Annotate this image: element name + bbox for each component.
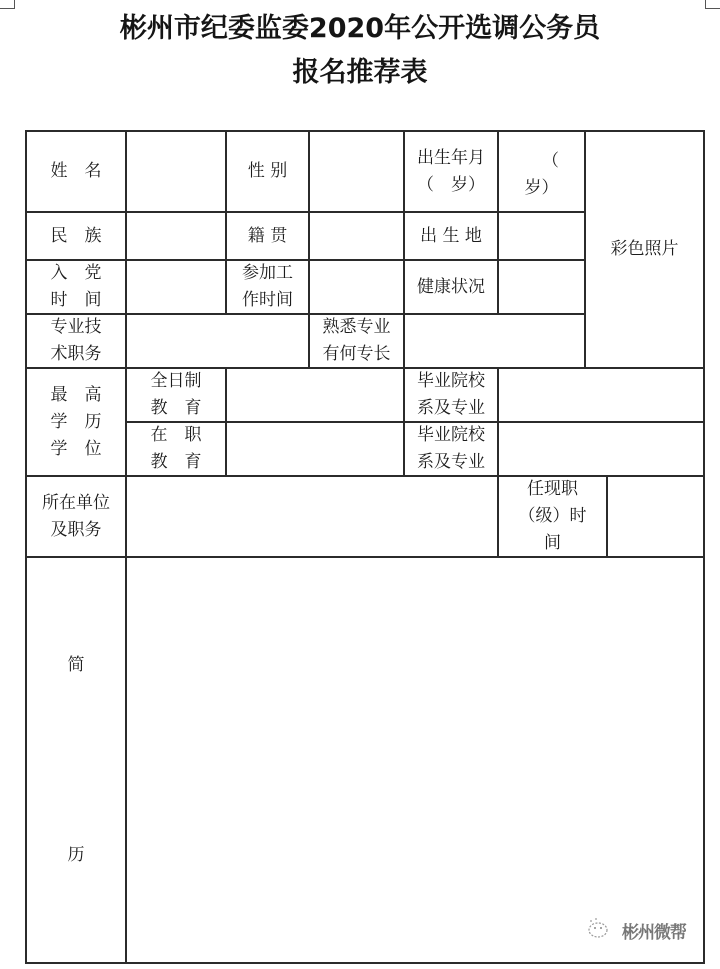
education-label-line3: 学 位 <box>50 438 102 459</box>
health-field[interactable] <box>499 261 584 313</box>
inservice-label-line1: 在 职 <box>150 425 202 445</box>
tech-title-field[interactable] <box>127 315 308 367</box>
birth-date-label <box>405 132 497 211</box>
position-time-label-line2: （级）时 <box>518 506 587 526</box>
birth-date-field-age: 岁） <box>524 177 559 198</box>
birth-date-label-line1: 出生年月 <box>417 147 485 168</box>
specialty-label <box>310 315 403 367</box>
resume-label-line1: 简 <box>67 654 85 675</box>
birthplace-label <box>405 213 497 259</box>
fulltime-school-major-field[interactable] <box>499 369 703 421</box>
inservice-label-line2: 教 育 <box>150 452 202 472</box>
specialty-label-line2: 有何专长 <box>322 344 391 364</box>
gender-field[interactable] <box>310 132 403 211</box>
health-label-text: 健康状况 <box>417 276 485 297</box>
native-place-label <box>227 213 308 259</box>
ethnicity-label <box>27 213 125 259</box>
party-join-date-label <box>27 261 125 313</box>
birth-date-field[interactable] <box>499 138 584 211</box>
work-unit-label-line1: 所在单位 <box>42 492 110 513</box>
ethnicity-field[interactable] <box>127 213 225 259</box>
specialty-field[interactable] <box>405 315 584 367</box>
birthplace-field[interactable] <box>499 213 584 259</box>
education-label-line2: 学 历 <box>50 411 102 432</box>
specialty-label-line1: 熟悉专业 <box>322 317 391 337</box>
health-label <box>405 261 497 313</box>
party-join-label-line2: 时 间 <box>50 290 102 310</box>
name-label <box>27 132 125 211</box>
form-title: 彬州市纪委监委2020年公开选调公务员 <box>119 13 601 44</box>
resume-label-line2: 历 <box>67 844 85 865</box>
work-start-date-label <box>227 261 308 313</box>
tech-title-label-line1: 专业技 <box>50 317 102 337</box>
work-unit-field[interactable] <box>127 477 497 556</box>
work-start-label-line2: 作时间 <box>242 290 293 310</box>
party-join-label-line1: 入 党 <box>50 263 102 283</box>
education-label-line1: 最 高 <box>50 384 102 405</box>
table-border-bottom <box>25 962 705 964</box>
resume-field[interactable] <box>127 558 703 962</box>
work-unit-label-line2: 及职务 <box>50 519 102 540</box>
highest-education-label <box>27 369 125 475</box>
wechat-icon <box>585 916 613 942</box>
watermark-text: 彬州微帮 <box>622 923 686 943</box>
school-major2-label-line1: 毕业院校 <box>417 425 485 445</box>
table-border-right <box>703 130 705 964</box>
birth-date-label-line2: （ 岁） <box>417 174 485 195</box>
corner-mark-top-right <box>705 0 720 9</box>
resume-label-char2 <box>27 840 125 870</box>
school-major2-label-line2: 系及专业 <box>417 452 485 472</box>
fulltime-school-major-label <box>405 369 497 421</box>
native-place-label-text: 籍 贯 <box>247 225 288 246</box>
school-major-label-line1: 毕业院校 <box>417 371 485 391</box>
inservice-school-major-field[interactable] <box>499 423 703 475</box>
work-unit-label <box>27 477 125 556</box>
position-time-label <box>499 477 606 556</box>
name-field[interactable] <box>127 132 225 211</box>
fulltime-education-field[interactable] <box>227 369 403 421</box>
gender-label <box>227 132 308 211</box>
corner-mark-top-left <box>0 0 15 9</box>
gender-label-text: 性 别 <box>247 161 288 181</box>
position-time-field[interactable] <box>608 477 703 556</box>
work-start-date-field[interactable] <box>310 261 403 313</box>
color-photo-label: 彩色照片 <box>610 239 679 259</box>
inservice-education-label <box>127 423 225 475</box>
tech-title-label-line2: 术职务 <box>50 344 102 364</box>
resume-label-char1 <box>27 650 125 680</box>
tech-title-label <box>27 315 125 367</box>
position-time-label-line1: 任现职 <box>527 479 578 499</box>
inservice-education-field[interactable] <box>227 423 403 475</box>
fulltime-education-label <box>127 369 225 421</box>
inservice-school-major-label <box>405 423 497 475</box>
position-time-label-line3: 间 <box>544 533 561 553</box>
native-place-field[interactable] <box>310 213 403 259</box>
work-start-label-line1: 参加工 <box>242 263 293 283</box>
name-label-text: 姓 名 <box>50 161 102 181</box>
form-subtitle: 报名推荐表 <box>292 57 428 88</box>
color-photo-area[interactable] <box>586 132 703 367</box>
ethnicity-label-text: 民 族 <box>50 225 102 246</box>
school-major-label-line2: 系及专业 <box>417 398 485 418</box>
birthplace-label-text: 出 生 地 <box>420 225 482 246</box>
fulltime-label-line1: 全日制 <box>150 371 202 391</box>
birth-date-field-paren: （ <box>542 150 559 171</box>
fulltime-label-line2: 教 育 <box>150 398 202 418</box>
party-join-date-field[interactable] <box>127 261 225 313</box>
